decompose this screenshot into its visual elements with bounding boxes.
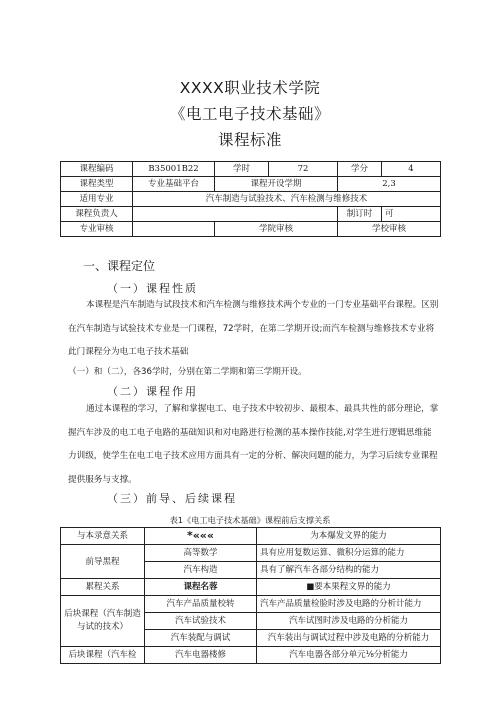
info-value: 专业基础平台 (133, 177, 215, 192)
table-row (61, 596, 441, 613)
table-cell: ■要本果程文界的能力 (257, 579, 441, 596)
table-cell: 课程名蓉 (145, 579, 257, 596)
info-value: 可 (382, 207, 441, 222)
table-cell: 具有应用复数运算、微积分运算的能力 (257, 545, 441, 562)
section-heading: 一、课程定位 (83, 259, 156, 273)
info-label: 学校审核 (338, 222, 441, 237)
info-label: 学时 (215, 162, 269, 177)
info-value: 2,3 (338, 177, 441, 192)
subsection-heading: （二）课程作用 (107, 385, 198, 398)
school-name: XXXX职业技术学院 (179, 79, 321, 97)
paragraph: （一）和（二），各36学时，分别在第二学期和第三学期开设。 (68, 367, 307, 377)
info-value (133, 207, 338, 222)
table-cell: 汽车产品质量检脸时涉及电路的分析计能力 (257, 596, 441, 613)
table-cell: 后块课程（汽车制造与试的技术） (61, 596, 145, 647)
info-label: 专业审核 (61, 222, 133, 237)
info-value: 72 (269, 162, 338, 177)
table-cell: 汽车试图时涉及电路的分析能力 (257, 613, 441, 630)
info-label: 学分 (338, 162, 382, 177)
table-cell: 汽车试验技术 (145, 613, 257, 630)
table-cell: 具有了解汽车各部分结构的能力 (257, 562, 441, 579)
table-row (61, 579, 441, 596)
table-row (61, 647, 441, 664)
info-label: 制订时 (338, 207, 382, 222)
paragraph: 通过本课程的学习，了解和掌握电工、电子技术中较初步、最根本、最具共性的部分理论，掌握汽车涉及的电工电子电路的基础知识和对电路进行检测的基本操作技能,对学生进行逻辑思维能力训级，使学生在电工电子技术应用方面具有一定的分析、解决问题的能力，为学习后续专业课程提供服务与支撑。 (68, 404, 439, 485)
table-cell: 汽车装配与调试 (145, 630, 257, 647)
subsection-heading: （一）课程性质 (107, 282, 198, 295)
table-caption: 表1《电工电子技术基础》课程前后支撑关系 (169, 515, 331, 525)
table-cell: 汽车装出与调试过程中涉及电路的分析能力 (257, 630, 441, 647)
table-row (61, 545, 441, 562)
table-row (61, 177, 441, 192)
info-label: 适用专业 (61, 192, 133, 207)
course-title: 《电工电子技术基础》 (169, 105, 330, 123)
info-label: 课程类型 (61, 177, 133, 192)
course-relation-table (60, 527, 441, 664)
table-row (61, 192, 441, 207)
info-value (133, 222, 215, 237)
table-cell: 后块课程（汽车检 (61, 647, 145, 664)
table-cell: 与本录意关系 (61, 528, 145, 545)
table-row (61, 162, 441, 177)
table-cell: *««« (145, 528, 257, 545)
table-cell: 前导黑程 (61, 545, 145, 579)
info-value: 汽车制造与试验技术、汽车检测与维修技术 (133, 192, 441, 207)
info-value: 4 (382, 162, 441, 177)
info-label: 课程负责人 (61, 207, 133, 222)
table-row (61, 528, 441, 545)
paragraph: 本课程是汽车制造与试段技术和汽车检测与维修技术两个专业的一门专业基础平台课程。区别在汽车制造与试验技术专业是一门课程，72学时，在第二学期开设;而汽车检测与维修技术专业将此门课程分为电工电子技术基础 (68, 300, 439, 357)
info-label: 课程编码 (61, 162, 133, 177)
table-cell: 高等数学 (145, 545, 257, 562)
table-row (61, 222, 441, 237)
subsection-heading: （三）前导、后续课程 (107, 492, 237, 505)
table-cell: 汽车电器各部分单元⅛分析能力 (257, 647, 441, 664)
table-cell: 汽车产品质量校转 (145, 596, 257, 613)
table-cell: 为本爆发文界的能力 (257, 528, 441, 545)
info-value: B35001B22 (133, 162, 215, 177)
document-type: 课程标准 (217, 131, 282, 149)
table-cell: 累程关系 (61, 579, 145, 596)
table-cell: 汽车构造 (145, 562, 257, 579)
info-label: 学院审核 (215, 222, 338, 237)
table-row (61, 207, 441, 222)
course-info-table (60, 161, 441, 237)
table-cell: 汽车电器楼修 (145, 647, 257, 664)
info-label: 课程开设学期 (215, 177, 338, 192)
